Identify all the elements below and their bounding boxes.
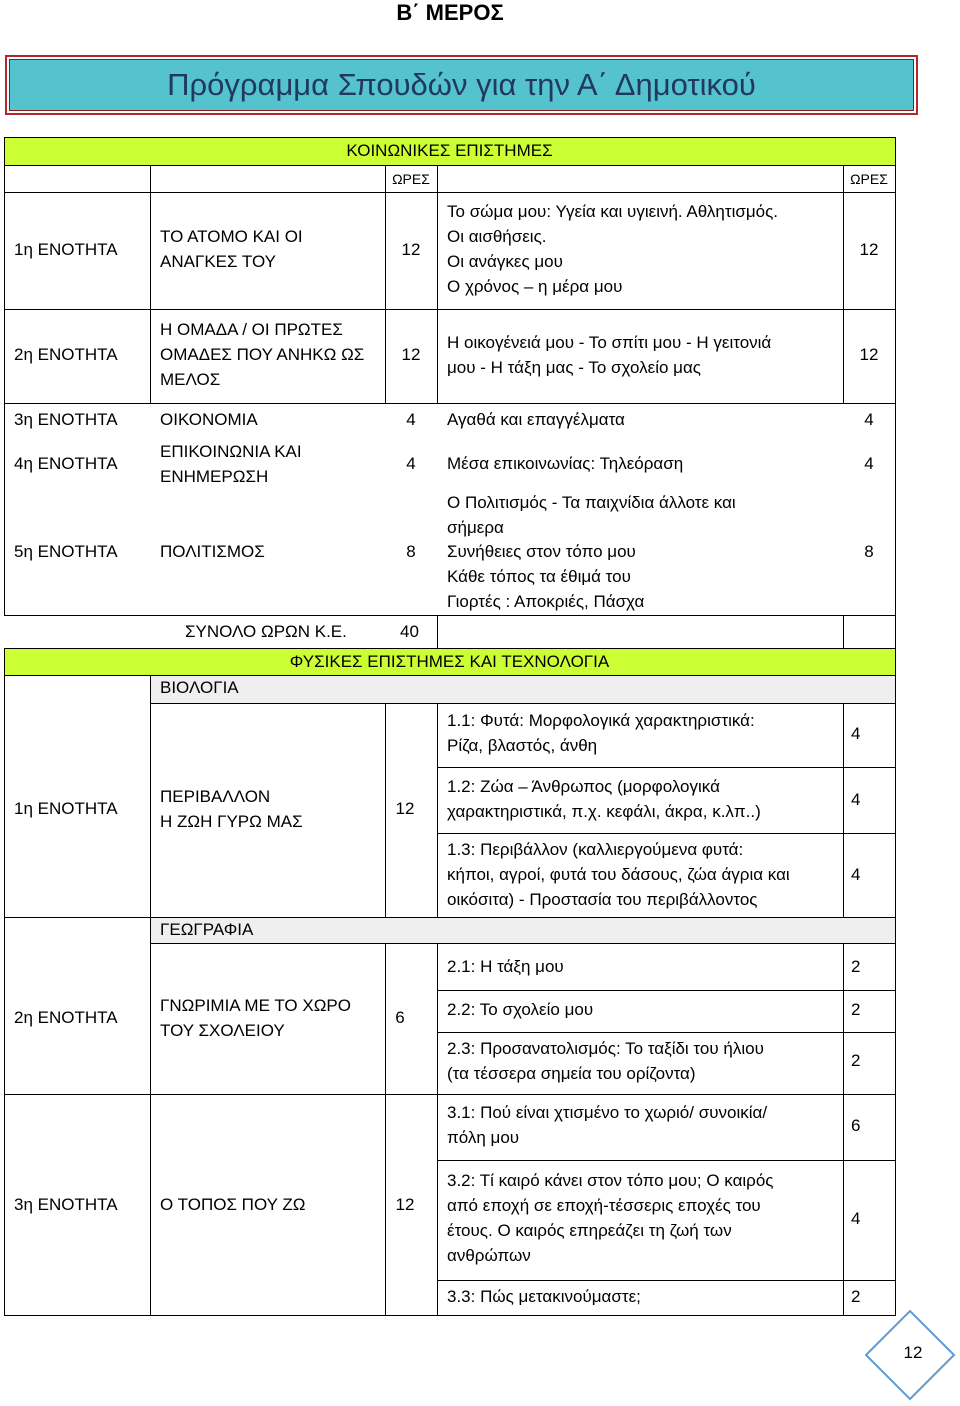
topic-line: μου - Η τάξη μας - Το σχολείο μας [447, 358, 701, 377]
page-title: Πρόγραμμα Σπουδών για την Α΄ Δημοτικού [167, 67, 756, 102]
grid-line [437, 990, 896, 991]
topic-hours: 4 [864, 454, 874, 473]
topic-line: πόλη μου [447, 1128, 520, 1147]
unit-hours: 12 [401, 345, 421, 364]
grid-line [4, 1315, 896, 1316]
unit-label: 4η ΕΝΟΤΗΤΑ [14, 454, 118, 473]
unit-theme-line: ΑΝΑΓΚΕΣ ΤΟΥ [160, 252, 277, 271]
topic-line: (τα τέσσερα σημεία του ορίζοντα) [447, 1064, 696, 1083]
topic-line: χαρακτηριστικά, π.χ. κεφάλι, άκρα, κ.λπ..) [447, 802, 761, 821]
grid-line [150, 165, 151, 403]
topic-line: Μέσα επικοινωνίας: Τηλεόραση [447, 454, 684, 473]
unit-hours: 8 [406, 542, 416, 561]
topic-hours: 4 [851, 1209, 861, 1228]
topic-hours: 2 [851, 1000, 861, 1019]
topic-line: από εποχή σε εποχή-τέσσερις εποχές του [447, 1196, 761, 1215]
unit-label: 5η ΕΝΟΤΗΤΑ [14, 542, 118, 561]
grid-line [385, 165, 386, 403]
grid-line [437, 767, 896, 768]
grid-line [4, 1094, 896, 1095]
unit-label: 1η ΕΝΟΤΗΤΑ [14, 240, 118, 259]
grid-line [843, 943, 844, 1316]
topic-line: Γιορτές : Αποκριές, Πάσχα [447, 592, 645, 611]
topic-hours: 2 [851, 1287, 861, 1306]
topic-line: Συνήθειες στον τόπο μου [447, 542, 636, 561]
topic-line: 2.3: Προσανατολισμός: Το ταξίδι του ήλιου [447, 1039, 764, 1058]
unit-theme-line: ΤΟ ΑΤΟΜΟ ΚΑΙ ΟΙ [160, 227, 303, 246]
topic-hours: 8 [864, 542, 874, 561]
unit-theme-line: ΠΟΛΙΤΙΣΜΟΣ [160, 542, 265, 561]
topic-line: Οι ανάγκες μου [447, 252, 563, 271]
science-heading: ΦΥΣΙΚΕΣ ΕΠΙΣΤΗΜΕΣ ΚΑΙ ΤΕΧΝΟΛΟΓΙΑ [289, 652, 610, 671]
topic-line: 1.3: Περιβάλλον (καλλιεργούμενα φυτά: [447, 840, 744, 859]
unit-hours: 12 [395, 1195, 415, 1214]
unit-label: 3η ΕΝΟΤΗΤΑ [14, 410, 118, 429]
grid-line [4, 917, 896, 918]
biology-label: ΒΙΟΛΟΓΙΑ [160, 678, 239, 697]
grid-line [4, 137, 896, 138]
unit-hours: 12 [395, 799, 415, 818]
grid-line [843, 615, 844, 648]
grid-line [4, 192, 896, 193]
topic-line: 1.1: Φυτά: Μορφολογικά χαρακτηριστικά: [447, 711, 755, 730]
topic-hours-header: ΩΡΕΣ [850, 171, 888, 187]
topic-hours: 2 [851, 1051, 861, 1070]
unit-label: 1η ΕΝΟΤΗΤΑ [14, 799, 118, 818]
topic-hours: 4 [864, 410, 874, 429]
unit-theme-line: ΤΟΥ ΣΧΟΛΕΙΟΥ [160, 1021, 285, 1040]
unit-theme-line: Η ΟΜΑΔΑ / ΟΙ ΠΡΩΤΕΣ [160, 320, 343, 339]
hours-header: ΩΡΕΣ [392, 171, 430, 187]
unit-theme-line: Η ΖΩΗ ΓΥΡΩ ΜΑΣ [160, 812, 303, 831]
topic-hours: 4 [851, 790, 861, 809]
topic-line: Η οικογένειά μου - Το σπίτι μου - Η γειτονιά [447, 333, 772, 352]
unit-theme-line: ΕΝΗΜΕΡΩΣΗ [160, 467, 269, 486]
topic-line: Αγαθά και επαγγέλματα [447, 410, 625, 429]
topic-line: 2.2: Το σχολείο μου [447, 1000, 594, 1019]
topic-hours: 12 [859, 240, 879, 259]
social-heading: ΚΟΙΝΩΝΙΚΕΣ ΕΠΙΣΤΗΜΕΣ [346, 141, 553, 160]
topic-hours: 4 [851, 724, 861, 743]
unit-theme-line: ΜΕΛΟΣ [160, 370, 221, 389]
unit-theme-line: Ο ΤΟΠΟΣ ΠΟΥ ΖΩ [160, 1195, 306, 1214]
grid-line [437, 833, 896, 834]
unit-hours: 4 [406, 454, 416, 473]
grid-line [4, 675, 896, 676]
grid-line [150, 675, 151, 1316]
total-hours: 40 [400, 622, 419, 641]
unit-label: 3η ΕΝΟΤΗΤΑ [14, 1195, 118, 1214]
grid-line [150, 943, 896, 944]
page-number: 12 [903, 1343, 923, 1362]
unit-theme-line: ΕΠΙΚΟΙΝΩΝΙΑ ΚΑΙ [160, 442, 302, 461]
grid-line [4, 648, 896, 649]
topic-hours: 2 [851, 957, 861, 976]
grid-line [895, 137, 896, 1316]
topic-line: ανθρώπων [447, 1246, 531, 1265]
topic-hours: 6 [851, 1116, 861, 1135]
geography-band [150, 917, 895, 943]
grid-line [437, 943, 438, 1316]
topic-line: 3.1: Πού είναι χτισμένο το χωριό/ συνοικία/ [447, 1103, 768, 1122]
total-label: ΣΥΝΟΛΟ ΩΡΩΝ Κ.Ε. [185, 622, 347, 641]
grid-line [437, 615, 438, 648]
topic-line: Ο χρόνος – η μέρα μου [447, 277, 623, 296]
grid-line [4, 137, 5, 615]
unit-label: 2η ΕΝΟΤΗΤΑ [14, 345, 118, 364]
unit-theme-line: ΟΙΚΟΝΟΜΙΑ [160, 410, 258, 429]
title-banner-fill [9, 59, 914, 111]
grid-line [437, 1160, 896, 1161]
topic-hours: 12 [859, 345, 879, 364]
topic-line: έτους. Ο καιρός επηρεάζει τη ζωή των [447, 1221, 732, 1240]
geography-label: ΓΕΩΓΡΑΦΙΑ [160, 920, 254, 939]
grid-line [437, 703, 438, 917]
grid-line [385, 943, 386, 1316]
grid-line [437, 1032, 896, 1033]
grid-line [843, 165, 844, 403]
grid-line [843, 703, 844, 917]
grid-line [437, 1280, 896, 1281]
unit-theme-line: ΟΜΑΔΕΣ ΠΟΥ ΑΝΗΚΩ ΩΣ [160, 345, 365, 364]
topic-line: 2.1: Η τάξη μου [447, 957, 564, 976]
unit-hours: 4 [406, 410, 416, 429]
topic-line: 3.2: Τί καιρό κάνει στον τόπο μου; Ο καιρός [447, 1171, 774, 1190]
unit-label: 2η ΕΝΟΤΗΤΑ [14, 1008, 118, 1027]
topic-hours: 4 [851, 865, 861, 884]
topic-line: κήποι, αγροί, φυτά του δάσους, ζώα άγρια και [447, 865, 790, 884]
grid-line [4, 648, 5, 1316]
unit-theme-line: ΓΝΩΡΙΜΙΑ ΜΕ ΤΟ ΧΩΡΟ [160, 996, 351, 1015]
unit-theme-line: ΠΕΡΙΒΑΛΛΟΝ [160, 787, 271, 806]
topic-line: 1.2: Ζώα – Άνθρωπος (μορφολογικά [447, 777, 720, 796]
grid-line [4, 309, 896, 310]
title-banner [5, 55, 918, 115]
grid-line [150, 703, 896, 704]
unit-hours: 6 [395, 1008, 405, 1027]
unit-hours: 12 [401, 240, 421, 259]
topic-line: Ο Πολιτισμός - Τα παιχνίδια άλλοτε και [447, 493, 736, 512]
topic-line: Το σώμα μου: Υγεία και υγιεινή. Αθλητισμός. [447, 202, 779, 221]
part-heading: Β΄ ΜΕΡΟΣ [396, 0, 504, 25]
topic-line: σήμερα [447, 518, 504, 537]
topic-line: Οι αισθήσεις. [447, 227, 547, 246]
topic-line: 3.3: Πώς μετακινούμαστε; [447, 1287, 641, 1306]
grid-line [4, 165, 896, 166]
grid-line [4, 615, 896, 616]
grid-line [4, 403, 896, 404]
topic-line: οικόσιτα) - Προστασία του περιβάλλοντος [447, 890, 758, 909]
biology-band [150, 675, 895, 703]
topic-line: Κάθε τόπος τα έθιμά του [447, 567, 631, 586]
grid-line [437, 165, 438, 403]
topic-line: Ρίζα, βλαστός, άνθη [447, 736, 598, 755]
